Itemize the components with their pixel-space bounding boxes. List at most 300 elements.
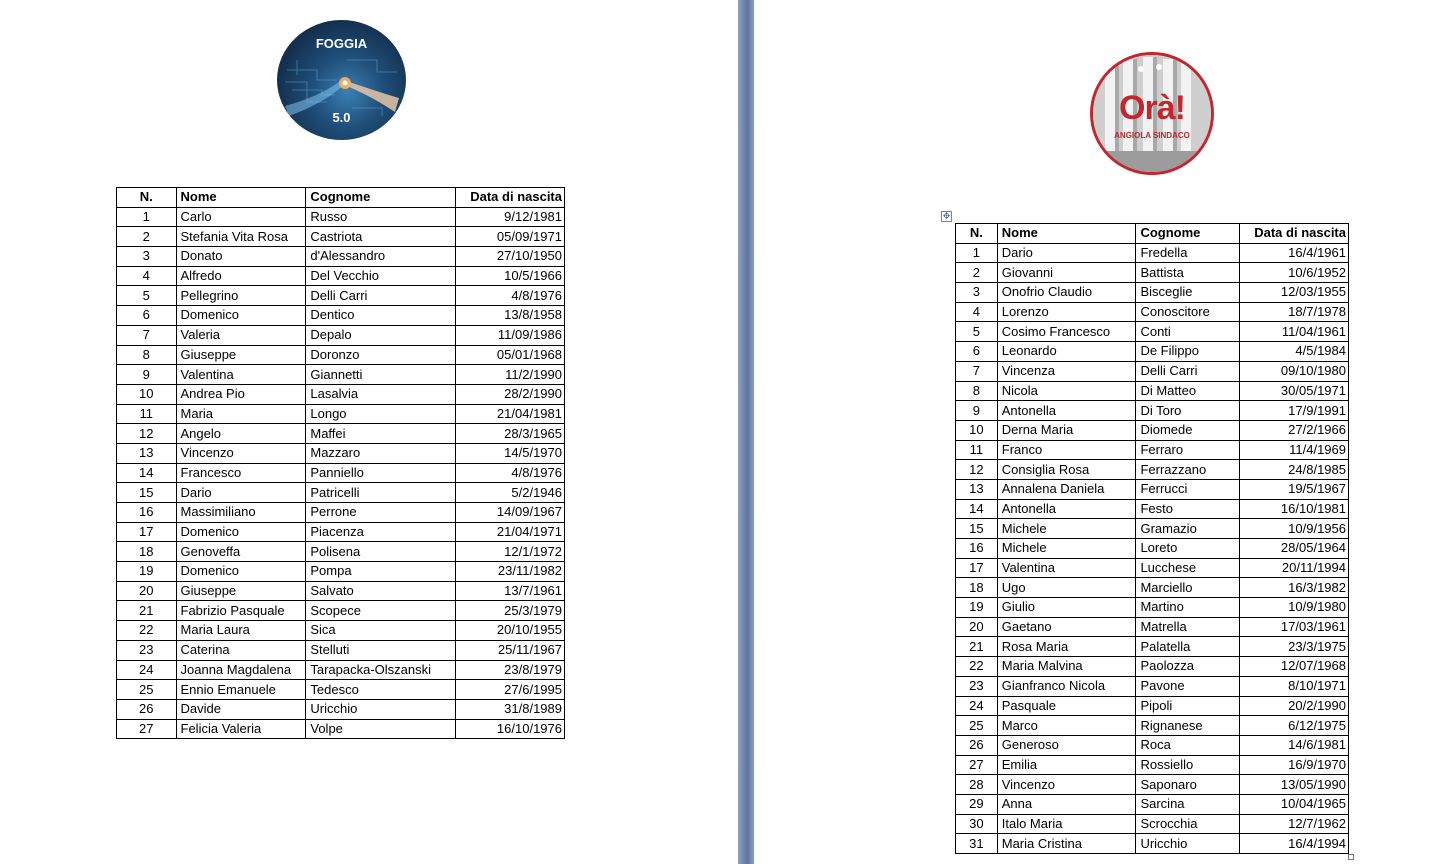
table-row: [117, 345, 565, 365]
table-row: [117, 384, 565, 404]
row-number: 31: [956, 834, 998, 854]
row-cognome: Lucchese: [1136, 558, 1240, 578]
row-number: 2: [956, 263, 998, 283]
row-nome: Caterina: [176, 640, 306, 660]
row-number: 1: [956, 243, 998, 263]
row-nome: Maria Laura: [176, 621, 306, 641]
table-row: [956, 814, 1349, 834]
table-row: [117, 424, 565, 444]
table-row: [117, 266, 565, 286]
table-row: [956, 420, 1349, 440]
row-nome: Leonardo: [997, 342, 1136, 362]
row-data: 14/6/1981: [1240, 735, 1349, 755]
row-nome: Lorenzo: [997, 302, 1136, 322]
row-number: 4: [117, 266, 177, 286]
row-cognome: De Filippo: [1136, 342, 1240, 362]
foggia-logo-title: FOGGIA: [315, 36, 368, 51]
row-nome: Franco: [997, 440, 1136, 460]
table-row: [956, 460, 1349, 480]
table-row: [956, 617, 1349, 637]
row-nome: Giuseppe: [176, 581, 306, 601]
row-cognome: Martino: [1136, 598, 1240, 618]
row-number: 11: [956, 440, 998, 460]
row-number: 21: [117, 601, 177, 621]
table-row: [117, 562, 565, 582]
table-row: [117, 207, 565, 227]
row-nome: Domenico: [176, 522, 306, 542]
table-row: [117, 227, 565, 247]
table-row: [956, 676, 1349, 696]
row-nome: Joanna Magdalena: [176, 660, 306, 680]
table-row: [956, 794, 1349, 814]
table-row: [117, 542, 565, 562]
row-cognome: Depalo: [306, 325, 456, 345]
table-row: [117, 247, 565, 267]
row-number: 20: [956, 617, 998, 637]
row-data: 23/8/1979: [456, 660, 565, 680]
table-row: [956, 263, 1349, 283]
row-number: 27: [956, 755, 998, 775]
row-number: 24: [117, 660, 177, 680]
row-data: 16/9/1970: [1240, 755, 1349, 775]
header-data: Data di nascita: [456, 188, 565, 208]
table-row: [117, 621, 565, 641]
row-number: 25: [117, 680, 177, 700]
table-row: [117, 660, 565, 680]
row-cognome: Gramazio: [1136, 519, 1240, 539]
header-cognome: Cognome: [306, 188, 456, 208]
row-data: 11/2/1990: [456, 365, 565, 385]
row-number: 16: [117, 503, 177, 523]
move-handle-icon[interactable]: ✥: [942, 211, 951, 221]
row-cognome: Russo: [306, 207, 456, 227]
row-number: 25: [956, 716, 998, 736]
table-row: [956, 322, 1349, 342]
row-nome: Marco: [997, 716, 1136, 736]
row-cognome: Salvato: [306, 581, 456, 601]
row-nome: Stefania Vita Rosa: [176, 227, 306, 247]
header-number: N.: [956, 224, 998, 244]
row-number: 2: [117, 227, 177, 247]
page-separator: [738, 0, 754, 864]
roster-table-right: [955, 223, 1349, 854]
row-data: 16/3/1982: [1240, 578, 1349, 598]
row-number: 13: [117, 443, 177, 463]
row-nome: Generoso: [997, 735, 1136, 755]
row-nome: Andrea Pio: [176, 384, 306, 404]
row-number: 24: [956, 696, 998, 716]
table-row: [956, 775, 1349, 795]
table-header-row: [956, 224, 1349, 244]
row-cognome: Perrone: [306, 503, 456, 523]
row-data: 4/8/1976: [456, 286, 565, 306]
table-row: [956, 578, 1349, 598]
table-row: [956, 519, 1349, 539]
row-nome: Gianfranco Nicola: [997, 676, 1136, 696]
ora-logo-title: Orà!: [1119, 89, 1185, 127]
row-cognome: Pavone: [1136, 676, 1240, 696]
row-cognome: Ferrazzano: [1136, 460, 1240, 480]
table-row: [117, 640, 565, 660]
row-number: 20: [117, 581, 177, 601]
row-number: 11: [117, 404, 177, 424]
row-nome: Alfredo: [176, 266, 306, 286]
row-data: 28/2/1990: [456, 384, 565, 404]
row-number: 21: [956, 637, 998, 657]
resize-handle-icon[interactable]: [1348, 854, 1354, 860]
row-number: 10: [117, 384, 177, 404]
row-cognome: Ferraro: [1136, 440, 1240, 460]
row-data: 16/4/1961: [1240, 243, 1349, 263]
header-nome: Nome: [176, 188, 306, 208]
table-row: [956, 834, 1349, 854]
row-number: 8: [956, 381, 998, 401]
row-data: 4/5/1984: [1240, 342, 1349, 362]
row-cognome: Fredella: [1136, 243, 1240, 263]
header-number: N.: [117, 188, 177, 208]
row-cognome: Palatella: [1136, 637, 1240, 657]
row-data: 31/8/1989: [456, 699, 565, 719]
row-data: 13/7/1961: [456, 581, 565, 601]
table-row: [956, 539, 1349, 559]
row-data: 21/04/1971: [456, 522, 565, 542]
row-data: 27/10/1950: [456, 247, 565, 267]
row-cognome: Castriota: [306, 227, 456, 247]
row-number: 19: [117, 562, 177, 582]
row-nome: Derna Maria: [997, 420, 1136, 440]
row-data: 20/11/1994: [1240, 558, 1349, 578]
row-data: 16/10/1976: [456, 719, 565, 739]
row-data: 13/8/1958: [456, 306, 565, 326]
row-data: 6/12/1975: [1240, 716, 1349, 736]
row-cognome: Conoscitore: [1136, 302, 1240, 322]
row-cognome: d'Alessandro: [306, 247, 456, 267]
row-number: 30: [956, 814, 998, 834]
row-nome: Anna: [997, 794, 1136, 814]
row-data: 8/10/1971: [1240, 676, 1349, 696]
row-data: 10/5/1966: [456, 266, 565, 286]
row-cognome: Conti: [1136, 322, 1240, 342]
row-number: 16: [956, 539, 998, 559]
table-row: [117, 581, 565, 601]
row-number: 19: [956, 598, 998, 618]
row-data: 9/12/1981: [456, 207, 565, 227]
row-nome: Fabrizio Pasquale: [176, 601, 306, 621]
row-number: 1: [117, 207, 177, 227]
row-data: 12/03/1955: [1240, 283, 1349, 303]
row-cognome: Volpe: [306, 719, 456, 739]
row-nome: Carlo: [176, 207, 306, 227]
row-cognome: Scopece: [306, 601, 456, 621]
row-data: 10/6/1952: [1240, 263, 1349, 283]
row-cognome: Loreto: [1136, 539, 1240, 559]
row-data: 18/7/1978: [1240, 302, 1349, 322]
row-nome: Giuseppe: [176, 345, 306, 365]
table-row: [117, 719, 565, 739]
table-row: [956, 637, 1349, 657]
row-data: 28/3/1965: [456, 424, 565, 444]
row-data: 20/10/1955: [456, 621, 565, 641]
row-nome: Cosimo Francesco: [997, 322, 1136, 342]
row-data: 10/9/1980: [1240, 598, 1349, 618]
row-nome: Felicia Valeria: [176, 719, 306, 739]
table-row: [956, 283, 1349, 303]
row-cognome: Di Matteo: [1136, 381, 1240, 401]
row-data: 17/9/1991: [1240, 401, 1349, 421]
row-cognome: Sarcina: [1136, 794, 1240, 814]
row-number: 18: [117, 542, 177, 562]
row-cognome: Matrella: [1136, 617, 1240, 637]
header-cognome: Cognome: [1136, 224, 1240, 244]
row-data: 12/1/1972: [456, 542, 565, 562]
row-nome: Davide: [176, 699, 306, 719]
row-nome: Annalena Daniela: [997, 479, 1136, 499]
row-nome: Ugo: [997, 578, 1136, 598]
roster-table-left: [116, 187, 565, 739]
row-cognome: Lasalvia: [306, 384, 456, 404]
row-data: 11/09/1986: [456, 325, 565, 345]
table-row: [117, 325, 565, 345]
row-number: 13: [956, 479, 998, 499]
row-number: 6: [117, 306, 177, 326]
row-nome: Emilia: [997, 755, 1136, 775]
row-nome: Dario: [176, 483, 306, 503]
row-nome: Massimiliano: [176, 503, 306, 523]
row-number: 3: [117, 247, 177, 267]
table-row: [117, 503, 565, 523]
row-nome: Domenico: [176, 562, 306, 582]
row-cognome: Pompa: [306, 562, 456, 582]
row-cognome: Diomede: [1136, 420, 1240, 440]
table-row: [117, 680, 565, 700]
row-number: 8: [117, 345, 177, 365]
ora-logo-subtitle: ANGIOLA SINDACO: [1114, 131, 1190, 140]
row-data: 23/3/1975: [1240, 637, 1349, 657]
header-nome: Nome: [997, 224, 1136, 244]
row-data: 28/05/1964: [1240, 539, 1349, 559]
row-data: 09/10/1980: [1240, 361, 1349, 381]
row-cognome: Longo: [306, 404, 456, 424]
table-row: [956, 243, 1349, 263]
row-cognome: Piacenza: [306, 522, 456, 542]
row-nome: Italo Maria: [997, 814, 1136, 834]
row-data: 17/03/1961: [1240, 617, 1349, 637]
row-nome: Valentina: [997, 558, 1136, 578]
row-cognome: Giannetti: [306, 365, 456, 385]
table-row: [956, 657, 1349, 677]
row-data: 23/11/1982: [456, 562, 565, 582]
row-number: 5: [117, 286, 177, 306]
row-cognome: Maffei: [306, 424, 456, 444]
row-data: 16/4/1994: [1240, 834, 1349, 854]
row-data: 16/10/1981: [1240, 499, 1349, 519]
row-cognome: Polisena: [306, 542, 456, 562]
row-cognome: Festo: [1136, 499, 1240, 519]
row-nome: Antonella: [997, 401, 1136, 421]
row-cognome: Pipoli: [1136, 696, 1240, 716]
row-cognome: Roca: [1136, 735, 1240, 755]
row-data: 27/6/1995: [456, 680, 565, 700]
row-cognome: Panniello: [306, 463, 456, 483]
row-cognome: Delli Carri: [1136, 361, 1240, 381]
table-row: [956, 302, 1349, 322]
row-cognome: Marciello: [1136, 578, 1240, 598]
row-nome: Domenico: [176, 306, 306, 326]
row-cognome: Delli Carri: [306, 286, 456, 306]
row-cognome: Uricchio: [306, 699, 456, 719]
row-cognome: Uricchio: [1136, 834, 1240, 854]
table-header-row: [117, 188, 565, 208]
row-number: 9: [117, 365, 177, 385]
row-data: 25/3/1979: [456, 601, 565, 621]
row-cognome: Rossiello: [1136, 755, 1240, 775]
row-data: 25/11/1967: [456, 640, 565, 660]
row-number: 15: [117, 483, 177, 503]
table-row: [956, 401, 1349, 421]
table-row: [956, 342, 1349, 362]
row-nome: Nicola: [997, 381, 1136, 401]
foggia-logo-version: 5.0: [332, 110, 351, 125]
row-data: 11/04/1961: [1240, 322, 1349, 342]
row-cognome: Paolozza: [1136, 657, 1240, 677]
table-row: [117, 286, 565, 306]
table-row: [956, 499, 1349, 519]
row-cognome: Sica: [306, 621, 456, 641]
row-number: 26: [117, 699, 177, 719]
table-row: [117, 601, 565, 621]
table-row: [117, 365, 565, 385]
row-nome: Onofrio Claudio: [997, 283, 1136, 303]
row-nome: Francesco: [176, 463, 306, 483]
table-row: [117, 463, 565, 483]
row-nome: Genoveffa: [176, 542, 306, 562]
table-row: [956, 361, 1349, 381]
row-number: 10: [956, 420, 998, 440]
row-data: 10/04/1965: [1240, 794, 1349, 814]
row-number: 26: [956, 735, 998, 755]
row-data: 30/05/1971: [1240, 381, 1349, 401]
row-number: 23: [956, 676, 998, 696]
row-data: 24/8/1985: [1240, 460, 1349, 480]
table-row: [117, 483, 565, 503]
row-data: 05/09/1971: [456, 227, 565, 247]
row-number: 14: [956, 499, 998, 519]
table-row: [956, 735, 1349, 755]
row-nome: Donato: [176, 247, 306, 267]
row-data: 20/2/1990: [1240, 696, 1349, 716]
row-cognome: Patricelli: [306, 483, 456, 503]
row-data: 14/09/1967: [456, 503, 565, 523]
row-nome: Consiglia Rosa: [997, 460, 1136, 480]
row-number: 12: [956, 460, 998, 480]
row-number: 22: [117, 621, 177, 641]
table-row: [117, 522, 565, 542]
row-data: 10/9/1956: [1240, 519, 1349, 539]
row-data: 21/04/1981: [456, 404, 565, 424]
row-cognome: Doronzo: [306, 345, 456, 365]
table-row: [117, 443, 565, 463]
table-row: [117, 699, 565, 719]
row-data: 12/7/1962: [1240, 814, 1349, 834]
row-data: 11/4/1969: [1240, 440, 1349, 460]
row-nome: Gaetano: [997, 617, 1136, 637]
row-cognome: Tedesco: [306, 680, 456, 700]
table-row: [956, 479, 1349, 499]
table-row: [956, 696, 1349, 716]
row-nome: Dario: [997, 243, 1136, 263]
row-data: 27/2/1966: [1240, 420, 1349, 440]
row-nome: Vincenza: [997, 361, 1136, 381]
row-number: 18: [956, 578, 998, 598]
row-nome: Vincenzo: [176, 443, 306, 463]
row-number: 28: [956, 775, 998, 795]
row-cognome: Tarapacka-Olszanski: [306, 660, 456, 680]
foggia-logo: [277, 20, 406, 140]
row-data: 14/5/1970: [456, 443, 565, 463]
row-cognome: Ferrucci: [1136, 479, 1240, 499]
row-data: 4/8/1976: [456, 463, 565, 483]
row-nome: Giovanni: [997, 263, 1136, 283]
row-cognome: Stelluti: [306, 640, 456, 660]
row-cognome: Saponaro: [1136, 775, 1240, 795]
row-data: 5/2/1946: [456, 483, 565, 503]
row-data: 13/05/1990: [1240, 775, 1349, 795]
row-number: 12: [117, 424, 177, 444]
row-number: 3: [956, 283, 998, 303]
row-nome: Michele: [997, 519, 1136, 539]
row-number: 7: [117, 325, 177, 345]
row-nome: Vincenzo: [997, 775, 1136, 795]
table-row: [956, 381, 1349, 401]
row-number: 23: [117, 640, 177, 660]
table-row: [117, 404, 565, 424]
row-nome: Pellegrino: [176, 286, 306, 306]
table-row: [956, 755, 1349, 775]
row-nome: Antonella: [997, 499, 1136, 519]
row-nome: Maria Malvina: [997, 657, 1136, 677]
row-number: 5: [956, 322, 998, 342]
row-number: 6: [956, 342, 998, 362]
row-number: 17: [956, 558, 998, 578]
row-data: 19/5/1967: [1240, 479, 1349, 499]
row-cognome: Scrocchia: [1136, 814, 1240, 834]
row-number: 7: [956, 361, 998, 381]
row-number: 22: [956, 657, 998, 677]
row-cognome: Di Toro: [1136, 401, 1240, 421]
row-number: 17: [117, 522, 177, 542]
row-nome: Maria Cristina: [997, 834, 1136, 854]
row-data: 12/07/1968: [1240, 657, 1349, 677]
row-nome: Valeria: [176, 325, 306, 345]
row-nome: Maria: [176, 404, 306, 424]
table-row: [956, 716, 1349, 736]
table-row: [956, 440, 1349, 460]
row-cognome: Mazzaro: [306, 443, 456, 463]
table-row: [956, 558, 1349, 578]
table-row: [117, 306, 565, 326]
ora-logo: [1090, 52, 1214, 175]
row-cognome: Bisceglie: [1136, 283, 1240, 303]
row-number: 29: [956, 794, 998, 814]
row-nome: Valentina: [176, 365, 306, 385]
row-number: 14: [117, 463, 177, 483]
row-cognome: Del Vecchio: [306, 266, 456, 286]
row-nome: Rosa Maria: [997, 637, 1136, 657]
row-nome: Giulio: [997, 598, 1136, 618]
row-number: 4: [956, 302, 998, 322]
row-number: 9: [956, 401, 998, 421]
row-cognome: Dentico: [306, 306, 456, 326]
